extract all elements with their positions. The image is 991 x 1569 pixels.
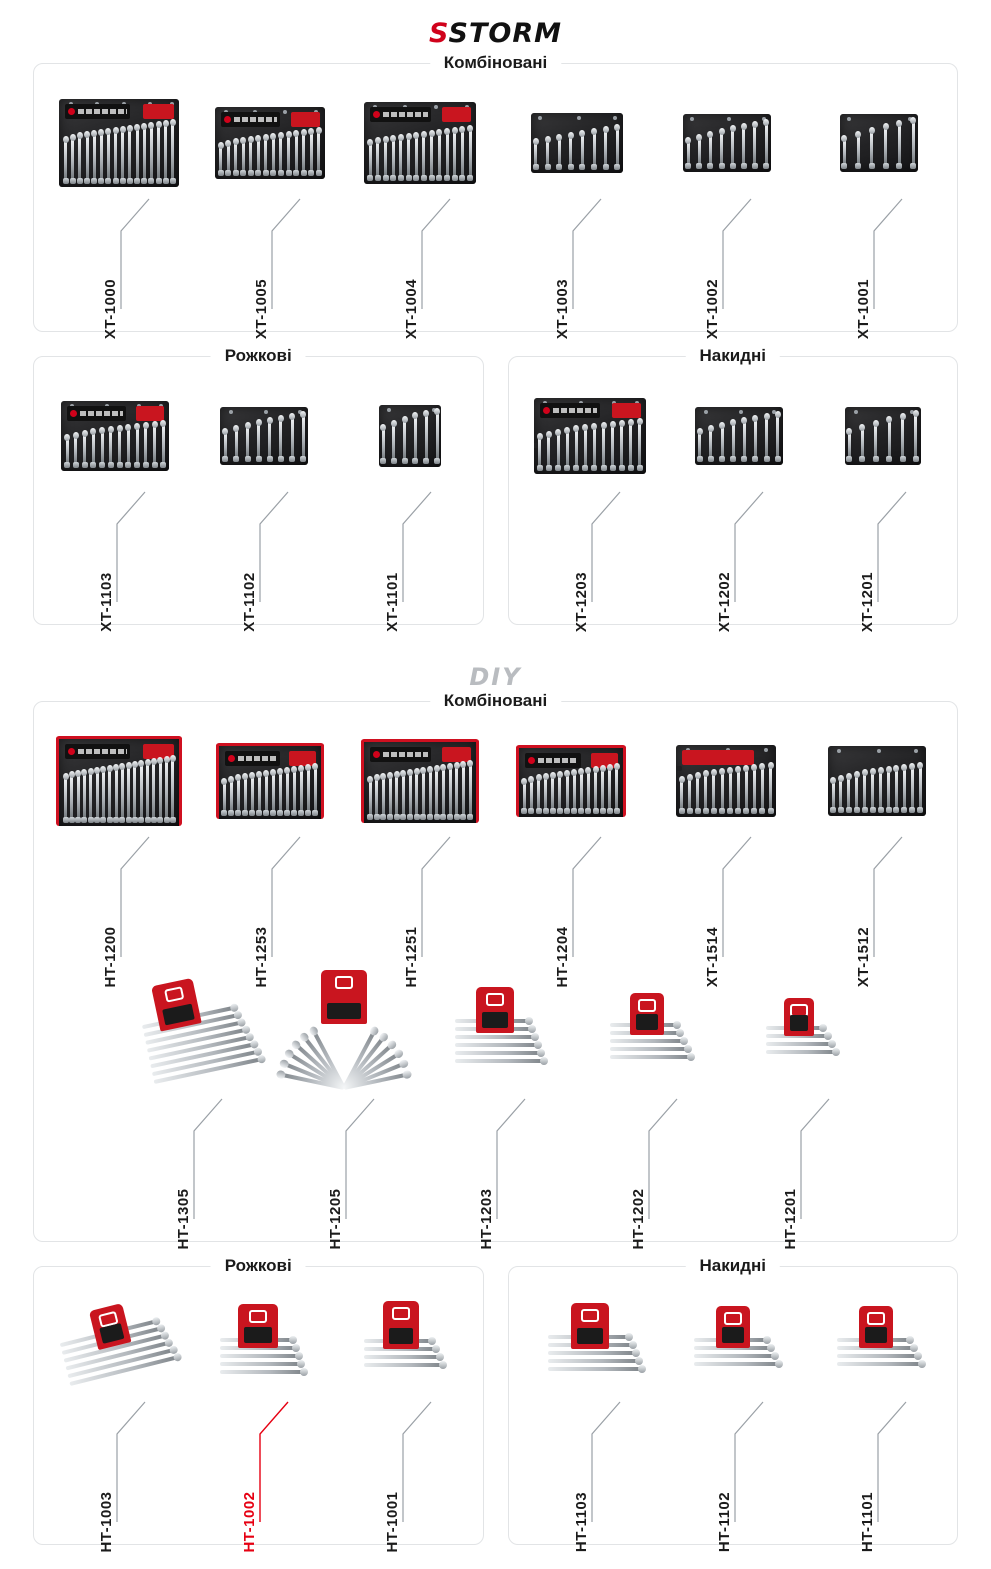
tool-pouch-icon xyxy=(216,743,324,819)
product-image xyxy=(194,90,344,195)
product-cell[interactable] xyxy=(44,90,194,340)
product-caption xyxy=(495,833,645,988)
section-diy-open-end xyxy=(33,1256,484,1553)
product-cell[interactable] xyxy=(495,728,645,988)
product-image xyxy=(804,383,947,488)
leader-line xyxy=(799,1097,863,1225)
product-cell[interactable] xyxy=(519,1293,662,1553)
product-image xyxy=(330,383,473,488)
leader-line xyxy=(590,1400,654,1528)
product-code: HT-1251 xyxy=(403,926,421,988)
leader-line xyxy=(401,1400,465,1528)
section-storm-box-end xyxy=(508,346,959,633)
tool-pack-icon xyxy=(601,989,693,1071)
product-cell[interactable] xyxy=(495,90,645,340)
product-image xyxy=(187,1293,330,1398)
product-image xyxy=(345,728,495,833)
product-image xyxy=(571,965,723,1095)
product-cell[interactable] xyxy=(661,1293,804,1553)
product-image xyxy=(804,1293,947,1398)
leader-line xyxy=(192,1097,256,1225)
product-image xyxy=(116,965,268,1095)
leader-line xyxy=(115,490,179,608)
product-code: HT-1305 xyxy=(175,1188,193,1250)
leader-line xyxy=(590,490,654,608)
product-cell[interactable] xyxy=(345,90,495,340)
product-code: HT-1002 xyxy=(241,1491,259,1553)
section-diy-box-end xyxy=(508,1256,959,1553)
product-grid-packs xyxy=(44,965,947,1250)
product-cell[interactable] xyxy=(796,90,946,340)
leader-line xyxy=(119,197,183,315)
product-caption xyxy=(495,195,645,340)
product-caption xyxy=(804,1398,947,1553)
product-caption xyxy=(571,1095,723,1250)
leader-line xyxy=(571,197,635,315)
product-cell[interactable] xyxy=(330,383,473,632)
product-caption xyxy=(194,833,344,988)
product-image xyxy=(646,90,796,195)
product-cell[interactable] xyxy=(661,383,804,633)
tool-pouch-icon xyxy=(695,407,783,465)
product-caption xyxy=(420,1095,572,1250)
product-grid xyxy=(44,1293,473,1553)
product-caption xyxy=(723,1095,875,1250)
product-caption xyxy=(646,833,796,988)
section-title: Рожкові xyxy=(211,346,306,366)
product-code: HT-1202 xyxy=(630,1188,648,1250)
product-code: XT-1004 xyxy=(403,278,421,340)
tool-rack-icon xyxy=(48,1287,183,1404)
product-code: HT-1200 xyxy=(102,926,120,988)
storm-logo-text: STORM xyxy=(448,18,562,49)
product-cell[interactable] xyxy=(420,965,572,1250)
product-image xyxy=(44,728,194,833)
product-grid xyxy=(44,728,947,988)
product-code: HT-1003 xyxy=(98,1491,116,1553)
product-image xyxy=(187,383,330,488)
product-image xyxy=(268,965,420,1095)
section-storm-combined xyxy=(33,53,958,340)
product-code: HT-1001 xyxy=(384,1491,402,1553)
tool-pack-icon xyxy=(538,1301,642,1391)
product-cell[interactable] xyxy=(194,728,344,988)
product-grid xyxy=(519,1293,948,1553)
product-caption xyxy=(646,195,796,340)
column-spacer xyxy=(484,1266,508,1545)
product-image xyxy=(519,383,662,488)
leader-line xyxy=(876,490,940,608)
product-cell[interactable] xyxy=(804,383,947,633)
diy-secondary-row xyxy=(33,1256,958,1553)
product-caption xyxy=(116,1095,268,1250)
product-image xyxy=(661,383,804,488)
product-cell[interactable] xyxy=(116,965,268,1250)
leader-line xyxy=(258,1400,322,1528)
product-code: XT-1003 xyxy=(553,278,571,340)
tool-pouch-icon xyxy=(59,99,179,187)
product-grid xyxy=(44,90,947,340)
product-caption xyxy=(519,488,662,633)
product-caption xyxy=(194,195,344,340)
product-grid xyxy=(519,383,948,633)
leader-line xyxy=(119,835,183,963)
product-image xyxy=(661,1293,804,1398)
product-cell[interactable] xyxy=(646,90,796,340)
product-image xyxy=(796,90,946,195)
product-cell[interactable] xyxy=(194,90,344,340)
product-cell[interactable] xyxy=(268,965,420,1250)
product-caption xyxy=(268,1095,420,1250)
product-caption xyxy=(44,488,187,632)
tool-pouch-icon xyxy=(828,746,926,816)
product-image xyxy=(44,90,194,195)
diy-logo: DIY xyxy=(469,663,522,691)
leader-line xyxy=(872,197,936,315)
product-caption xyxy=(44,195,194,340)
tool-pouch-icon xyxy=(220,407,308,465)
tool-pouch-icon xyxy=(683,114,771,172)
tool-pouch-icon xyxy=(531,113,623,173)
tool-pack-icon xyxy=(685,1304,781,1388)
product-code: XT-1001 xyxy=(854,278,872,340)
product-code: HT-1102 xyxy=(715,1491,733,1553)
tool-pack-icon xyxy=(445,985,545,1075)
leader-line xyxy=(721,197,785,315)
leader-line xyxy=(115,1400,179,1528)
product-code: HT-1204 xyxy=(553,926,571,988)
product-caption xyxy=(804,488,947,633)
product-image xyxy=(495,728,645,833)
product-code: XT-1102 xyxy=(241,572,259,632)
product-code: XT-1203 xyxy=(572,571,590,633)
product-image xyxy=(345,90,495,195)
section-title: Рожкові xyxy=(211,1256,306,1276)
tool-pouch-icon xyxy=(845,407,921,465)
product-code: HT-1203 xyxy=(478,1188,496,1250)
leader-line xyxy=(647,1097,711,1225)
product-cell[interactable] xyxy=(330,1293,473,1553)
product-image xyxy=(44,1293,187,1398)
leader-line xyxy=(876,1400,940,1528)
product-caption xyxy=(345,195,495,340)
product-image xyxy=(495,90,645,195)
product-caption xyxy=(330,1398,473,1553)
product-caption xyxy=(661,1398,804,1553)
leader-line xyxy=(420,835,484,963)
product-caption xyxy=(796,195,946,340)
tool-pack-icon xyxy=(355,1301,447,1391)
section-storm-open-end xyxy=(33,346,484,632)
product-cell[interactable] xyxy=(571,965,723,1250)
leader-line xyxy=(733,1400,797,1528)
product-cell[interactable] xyxy=(345,728,495,988)
section-diy-combined xyxy=(33,691,958,1250)
product-image xyxy=(723,965,875,1095)
leader-line xyxy=(721,835,785,963)
leader-line xyxy=(344,1097,408,1225)
leader-line xyxy=(495,1097,559,1225)
leader-line xyxy=(872,835,936,963)
tool-pack-icon xyxy=(289,970,399,1090)
tool-rack-icon xyxy=(122,964,262,1097)
product-code: XT-1000 xyxy=(102,278,120,340)
product-cell[interactable] xyxy=(44,728,194,988)
product-cell[interactable] xyxy=(44,1293,187,1553)
leader-line xyxy=(733,490,797,608)
product-cell[interactable] xyxy=(187,1293,330,1553)
storm-secondary-row xyxy=(33,346,958,633)
product-code: XT-1201 xyxy=(858,571,876,633)
product-caption xyxy=(345,833,495,988)
tool-pack-icon xyxy=(828,1304,924,1388)
product-image xyxy=(646,728,796,833)
leader-line xyxy=(270,835,334,963)
section-title: Комбіновані xyxy=(430,53,561,73)
product-cell[interactable] xyxy=(646,728,796,988)
product-caption xyxy=(187,488,330,632)
tool-pouch-icon xyxy=(676,745,776,817)
product-cell[interactable] xyxy=(519,383,662,633)
product-caption xyxy=(44,1398,187,1553)
tool-pouch-icon xyxy=(534,398,646,474)
product-code: XT-1512 xyxy=(854,926,872,988)
tool-pouch-icon xyxy=(840,114,918,172)
product-cell[interactable] xyxy=(187,383,330,632)
section-title: Накидні xyxy=(686,346,780,366)
product-code: XT-1101 xyxy=(384,572,402,632)
product-caption xyxy=(330,488,473,632)
product-code: XT-1202 xyxy=(715,571,733,633)
product-image xyxy=(44,383,187,488)
tool-pack-icon xyxy=(758,994,840,1066)
section-title: Накидні xyxy=(686,1256,780,1276)
tool-pack-icon xyxy=(210,1302,306,1390)
product-image xyxy=(330,1293,473,1398)
leader-line xyxy=(571,835,635,963)
leader-line xyxy=(420,197,484,315)
product-code: HT-1253 xyxy=(252,926,270,988)
tool-pouch-icon xyxy=(379,405,441,467)
leader-line xyxy=(270,197,334,315)
tool-pouch-icon xyxy=(361,739,479,823)
product-grid xyxy=(44,383,473,632)
tool-pouch-icon xyxy=(215,107,325,179)
product-code: HT-1201 xyxy=(781,1188,799,1250)
product-code: XT-1514 xyxy=(704,926,722,988)
product-cell[interactable] xyxy=(723,965,875,1250)
tool-pouch-icon xyxy=(61,401,169,471)
product-code: HT-1103 xyxy=(572,1491,590,1553)
product-image xyxy=(420,965,572,1095)
section-title: Комбіновані xyxy=(430,691,561,711)
tool-pouch-icon xyxy=(516,745,626,817)
leader-line xyxy=(401,490,465,608)
product-image xyxy=(194,728,344,833)
tool-pouch-icon xyxy=(56,736,182,826)
product-caption xyxy=(44,833,194,988)
leader-line xyxy=(258,490,322,608)
product-caption xyxy=(187,1398,330,1553)
product-caption xyxy=(796,833,946,988)
product-image xyxy=(519,1293,662,1398)
product-code: HT-1101 xyxy=(858,1491,876,1553)
product-caption xyxy=(519,1398,662,1553)
product-code: HT-1205 xyxy=(326,1188,344,1250)
product-cell[interactable] xyxy=(804,1293,947,1553)
product-code: XT-1103 xyxy=(98,572,116,632)
tool-pouch-icon xyxy=(364,102,476,184)
product-code: XT-1005 xyxy=(252,278,270,340)
storm-logo: SSTORM xyxy=(429,18,562,49)
product-image xyxy=(796,728,946,833)
product-caption xyxy=(661,488,804,633)
product-cell[interactable] xyxy=(796,728,946,988)
product-code: XT-1002 xyxy=(704,278,722,340)
column-spacer xyxy=(484,356,508,625)
product-cell[interactable] xyxy=(44,383,187,632)
